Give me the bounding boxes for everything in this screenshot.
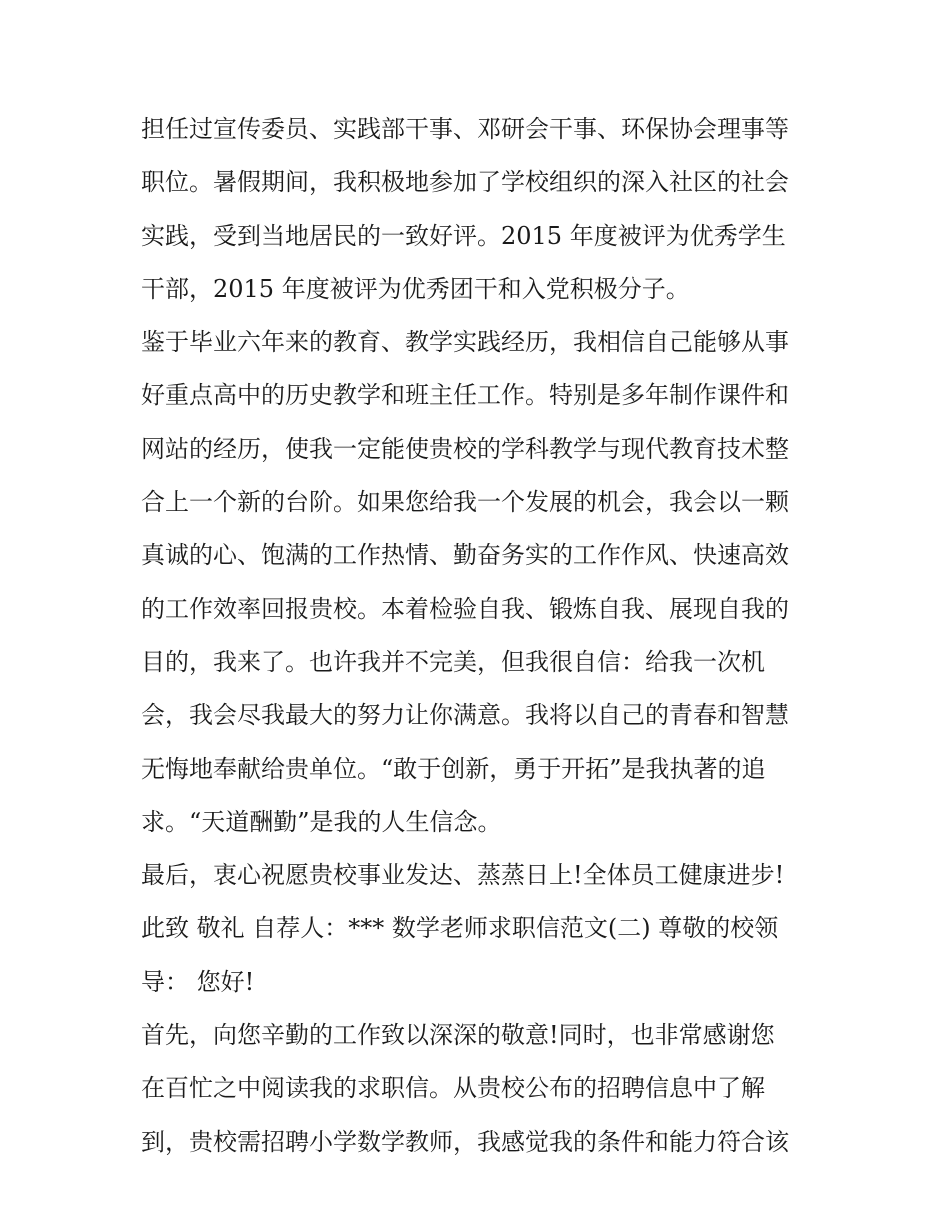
text-line: 最后，衷心祝愿贵校事业发达、蒸蒸日上!全体员工健康进步!: [141, 861, 785, 890]
text-line: 在百忙之中阅读我的求职信。从贵校公布的招聘信息中了解: [141, 1074, 765, 1103]
text-line: 会，我会尽我最大的努力让你满意。我将以自己的青春和智慧: [141, 701, 789, 730]
text-line: 导： 您好!: [141, 967, 255, 996]
text-line: 好重点高中的历史教学和班主任工作。特别是多年制作课件和: [141, 381, 789, 410]
text-line: 的工作效率回报贵校。本着检验自我、锻炼自我、展现自我的: [141, 594, 789, 623]
text-line: 担任过宣传委员、实践部干事、邓研会干事、环保协会理事等: [141, 115, 789, 143]
text-line: 合上一个新的台阶。如果您给我一个发展的机会，我会以一颗: [141, 488, 789, 517]
text-line: 鉴于毕业六年来的教育、教学实践经历，我相信自己能够从事: [141, 328, 789, 357]
text-line: 网站的经历，使我一定能使贵校的学科教学与现代教育技术整: [141, 434, 789, 463]
text-line: 干部，2015 年度被评为优秀团干和入党积极分子。: [141, 274, 690, 303]
text-line: 真诚的心、饱满的工作热情、勤奋务实的工作作风、快速高效: [141, 541, 789, 570]
text-line: 实践，受到当地居民的一致好评。2015 年度被评为优秀学生: [141, 221, 786, 250]
text-line: 此致 敬礼 自荐人：*** 数学老师求职信范文(二) 尊敬的校领: [141, 914, 779, 943]
text-line: 求。“天道酬勤”是我的人生信念。: [141, 807, 502, 836]
text-line: 到，贵校需招聘小学数学教师，我感觉我的条件和能力符合该: [141, 1127, 789, 1156]
text-line: 职位。暑假期间，我积极地参加了学校组织的深入社区的社会: [141, 168, 789, 197]
text-line: 无悔地奉献给贵单位。“敢于创新，勇于开拓”是我执著的追: [141, 754, 766, 783]
body-text: [141, 103, 821, 1169]
text-line: 首先，向您辛勤的工作致以深深的敬意!同时，也非常感谢您: [141, 1021, 775, 1050]
text-line: 目的，我来了。也许我并不完美，但我很自信：给我一次机: [141, 647, 765, 676]
